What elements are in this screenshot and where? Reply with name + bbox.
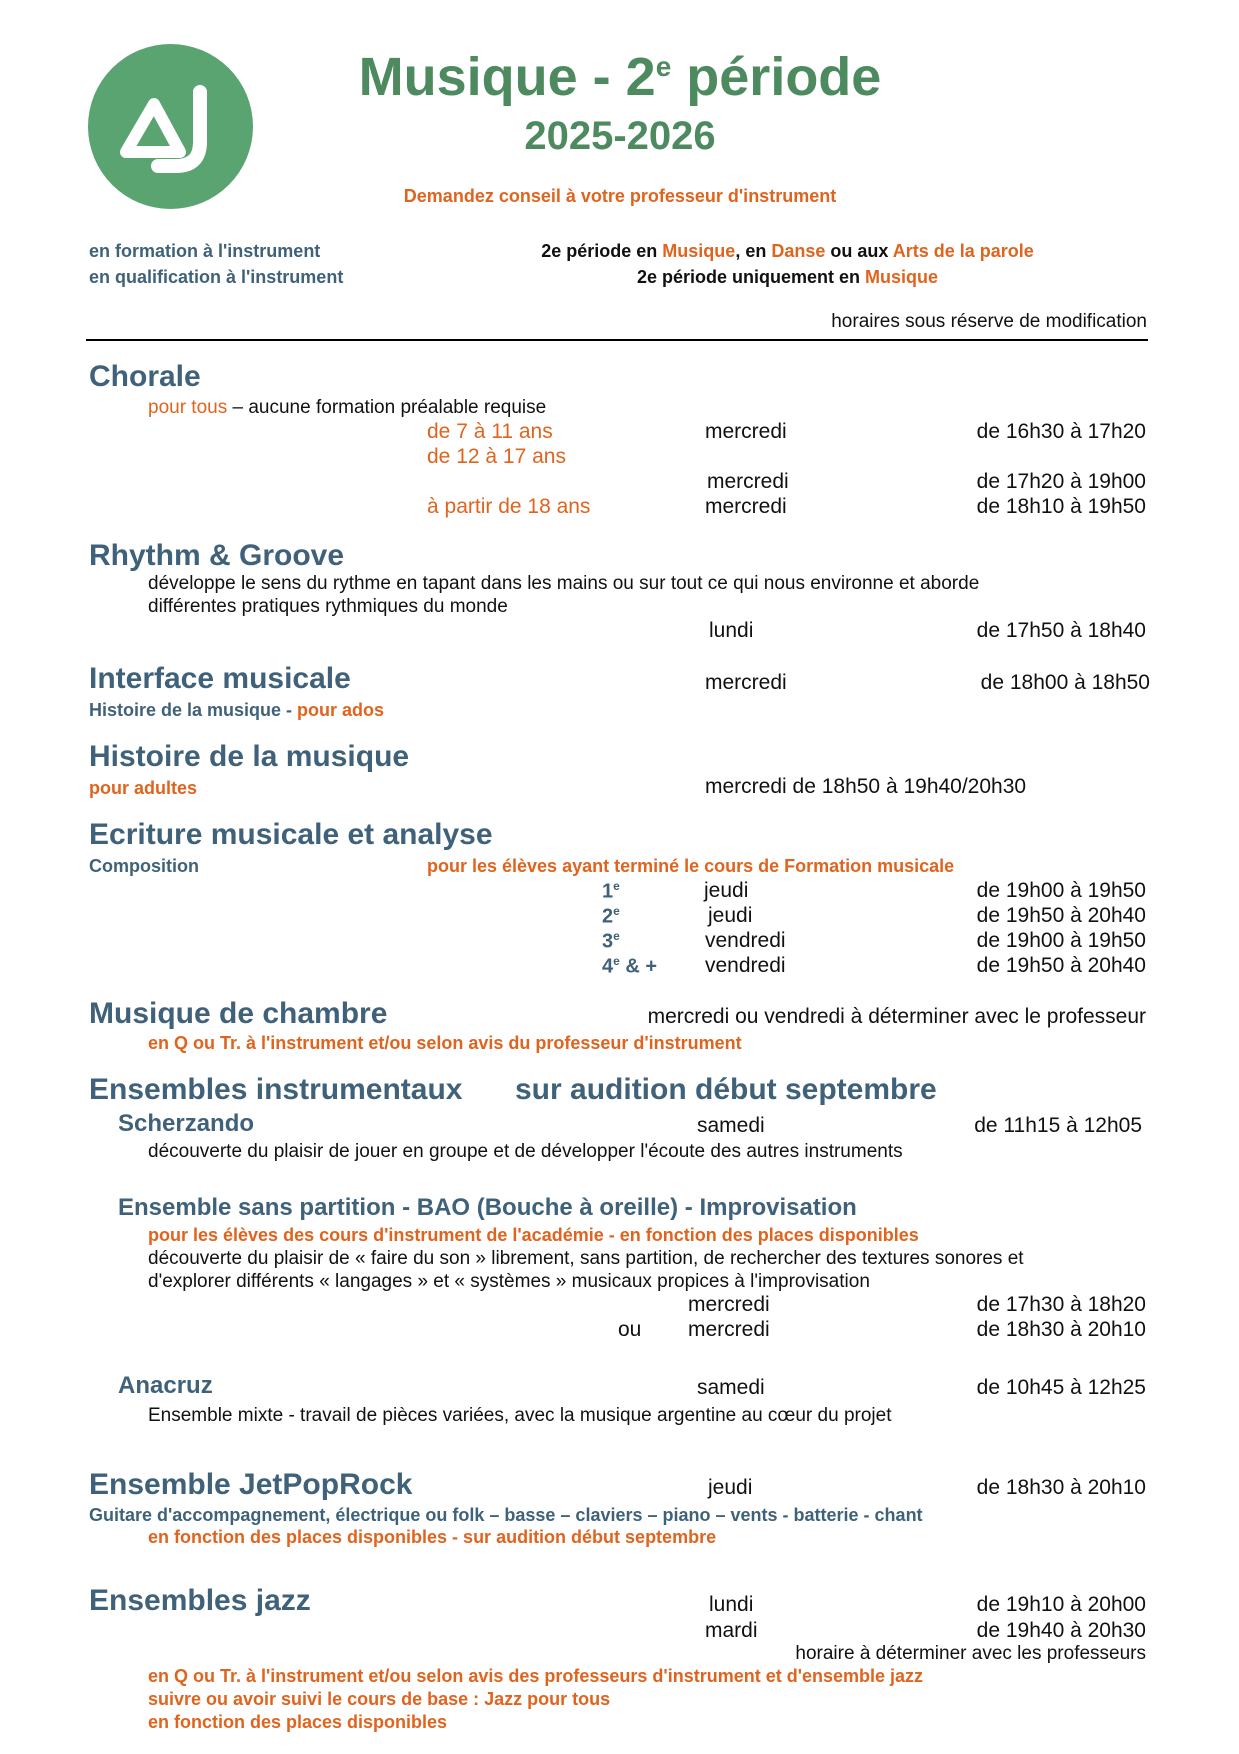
jazz-time-3: horaire à déterminer avec les professeurs	[795, 1643, 1146, 1664]
ecriture-day-2: jeudi	[708, 904, 753, 927]
chorale-time-1: de 16h30 à 17h20	[976, 420, 1146, 443]
jazz-note-2: suivre ou avoir suivi le cours de base : Jazz pour tous	[148, 1689, 611, 1709]
jetpoprock-time: de 18h30 à 20h10	[976, 1476, 1146, 1499]
legend-formation: en formation à l'instrument	[89, 241, 321, 261]
interface-subtitle: Histoire de la musique - pour ados	[89, 700, 385, 720]
rhythm-desc-1: développe le sens du rythme en tapant dans les mains ou sur tout ce qui nous environne et aborde	[148, 573, 980, 594]
ecriture-level-3: 3e	[602, 929, 620, 953]
jazz-day-2: mardi	[705, 1619, 758, 1642]
legend-period-line-2: 2e période uniquement en Musique	[636, 267, 939, 287]
ecriture-level-2: 2e	[602, 904, 620, 928]
section-title-jazz: Ensembles jazz	[89, 1584, 311, 1617]
jazz-time-2: de 19h40 à 20h30	[976, 1619, 1146, 1642]
section-title-ensembles: Ensembles instrumentaux	[89, 1073, 463, 1106]
ecriture-subtitle: Composition	[89, 856, 199, 876]
scherzando-day: samedi	[697, 1114, 765, 1137]
anacruz-time: de 10h45 à 12h25	[976, 1376, 1146, 1399]
ecriture-level-1: 1e	[602, 879, 620, 903]
bao-time-2: de 18h30 à 20h10	[976, 1318, 1146, 1341]
bao-day-2: mercredi	[688, 1318, 770, 1341]
chorale-subtitle: pour tous – aucune formation préalable requise	[148, 397, 547, 418]
bao-title: Ensemble sans partition - BAO (Bouche à oreille) - Improvisation	[118, 1194, 857, 1221]
interface-day: mercredi	[705, 671, 787, 694]
chorale-age-3: à partir de 18 ans	[427, 495, 591, 518]
ecriture-time-3: de 19h00 à 19h50	[976, 929, 1146, 952]
header-divider	[86, 339, 1148, 341]
legend-qualification: en qualification à l'instrument	[89, 267, 344, 287]
ecriture-prerequisite: pour les élèves ayant terminé le cours de Formation musicale	[427, 856, 955, 876]
ecriture-time-1: de 19h00 à 19h50	[976, 879, 1146, 902]
ecriture-time-4: de 19h50 à 20h40	[976, 954, 1146, 977]
advice-text: Demandez conseil à votre professeur d'instrument	[403, 186, 837, 206]
ecriture-level-4: 4e & +	[602, 954, 658, 978]
aj-logo-icon	[88, 44, 253, 209]
legend-period-line-1: 2e période en Musique, en Danse ou aux Arts de la parole	[541, 241, 1034, 261]
bao-note: pour les élèves des cours d'instrument de l'académie - en fonction des places disponibles	[148, 1225, 919, 1245]
ecriture-day-3: vendredi	[705, 929, 786, 952]
jazz-time-1: de 19h10 à 20h00	[976, 1593, 1146, 1616]
bao-or: ou	[618, 1318, 642, 1341]
section-title-chambre: Musique de chambre	[89, 997, 388, 1030]
chorale-day-3: mercredi	[705, 495, 787, 518]
chorale-time-3: de 18h10 à 19h50	[976, 495, 1146, 518]
anacruz-desc: Ensemble mixte - travail de pièces variées, avec la musique argentine au cœur du projet	[148, 1405, 892, 1426]
chorale-day-2: mercredi	[707, 470, 789, 493]
ecriture-day-4: vendredi	[705, 954, 786, 977]
bao-time-1: de 17h30 à 18h20	[976, 1293, 1146, 1316]
jetpoprock-instruments: Guitare d'accompagnement, électrique ou folk – basse – claviers – piano – vents - batterie - chant	[89, 1505, 923, 1525]
histoire-schedule: mercredi de 18h50 à 19h40/20h30	[705, 775, 1027, 798]
section-title-rhythm: Rhythm & Groove	[89, 539, 345, 572]
chambre-note: en Q ou Tr. à l'instrument et/ou selon avis du professeur d'instrument	[148, 1033, 742, 1053]
jetpoprock-day: jeudi	[708, 1476, 753, 1499]
ecriture-day-1: jeudi	[704, 879, 749, 902]
section-title-histoire: Histoire de la musique	[89, 740, 410, 773]
scherzando-time: de 11h15 à 12h05	[974, 1114, 1142, 1137]
section-title-ecriture: Ecriture musicale et analyse	[89, 818, 493, 851]
schedule-disclaimer: horaires sous réserve de modification	[831, 311, 1147, 332]
jazz-note-3: en fonction des places disponibles	[148, 1712, 448, 1732]
bao-desc-2: d'explorer différents « langages » et « systèmes » musicaux propices à l'improvisation	[148, 1271, 870, 1292]
chorale-day-1: mercredi	[705, 420, 787, 443]
rhythm-time: de 17h50 à 18h40	[976, 619, 1146, 642]
school-year: 2025-2026	[524, 114, 716, 158]
rhythm-desc-2: différentes pratiques rythmiques du monde	[148, 596, 508, 617]
chambre-schedule: mercredi ou vendredi à déterminer avec le professeur	[647, 1005, 1146, 1028]
jazz-day-1: lundi	[709, 1593, 754, 1616]
histoire-subtitle: pour adultes	[89, 778, 198, 798]
section-title-interface: Interface musicale	[89, 662, 351, 695]
chorale-age-2: de 12 à 17 ans	[427, 445, 566, 468]
anacruz-day: samedi	[697, 1376, 765, 1399]
page-title: Musique - 2e période	[358, 47, 882, 107]
chorale-age-1: de 7 à 11 ans	[427, 420, 553, 443]
logo	[88, 44, 253, 209]
chorale-time-2: de 17h20 à 19h00	[976, 470, 1146, 493]
ensembles-audition: sur audition début septembre	[515, 1073, 937, 1106]
jetpoprock-note: en fonction des places disponibles - sur audition début septembre	[148, 1527, 717, 1547]
section-title-chorale: Chorale	[89, 360, 201, 393]
section-title-jetpoprock: Ensemble JetPopRock	[89, 1468, 413, 1501]
scherzando-desc: découverte du plaisir de jouer en groupe et de développer l'écoute des autres instruments	[148, 1141, 903, 1162]
rhythm-day: lundi	[709, 619, 754, 642]
bao-day-1: mercredi	[688, 1293, 770, 1316]
ecriture-time-2: de 19h50 à 20h40	[976, 904, 1146, 927]
bao-desc-1: découverte du plaisir de « faire du son » librement, sans partition, de rechercher des textures sonores et	[148, 1248, 1024, 1269]
interface-time: de 18h00 à 18h50	[980, 671, 1150, 694]
anacruz-title: Anacruz	[118, 1372, 213, 1399]
scherzando-title: Scherzando	[118, 1110, 255, 1137]
jazz-note-1: en Q ou Tr. à l'instrument et/ou selon avis des professeurs d'instrument et d'ensemble jazz	[148, 1666, 924, 1686]
